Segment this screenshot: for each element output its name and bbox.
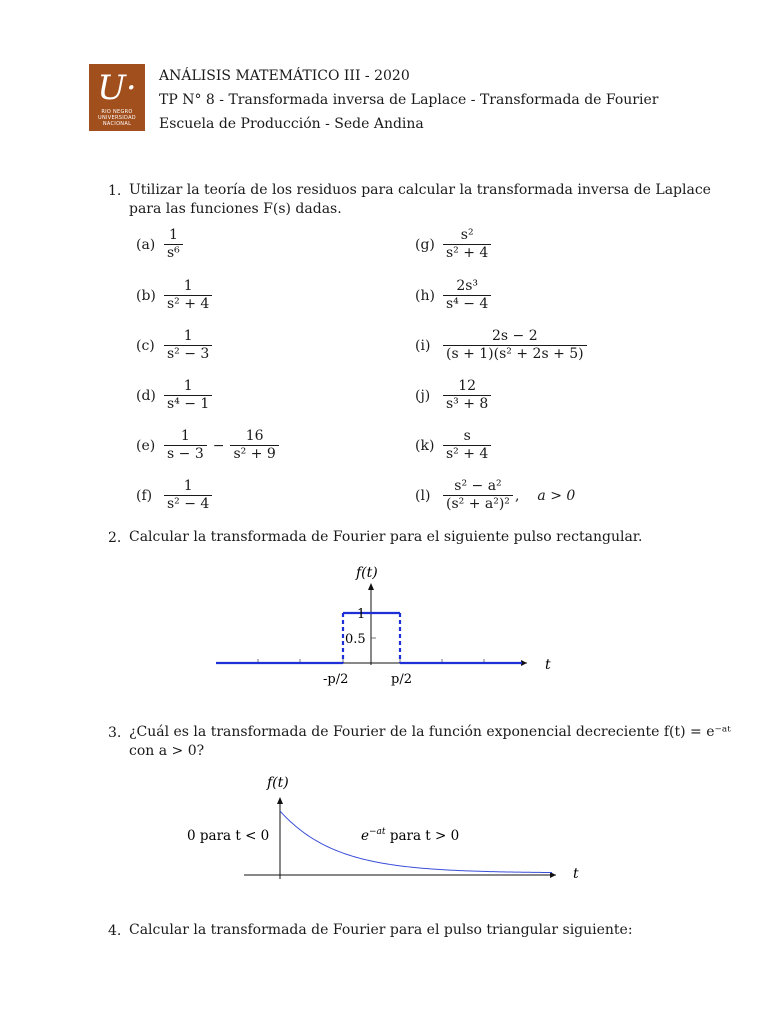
exponential-decay-graph <box>0 765 768 895</box>
logo-line-2: UNIVERSIDAD <box>98 115 136 121</box>
numerator: 1 <box>183 328 193 344</box>
laplace-item <box>136 328 214 363</box>
problem-1-text-line1: Utilizar la teoría de los residuos para calcular la transformada inversa de Laplace <box>129 182 711 198</box>
denominator: s² + 4 <box>443 244 491 262</box>
graph-ylabel: f(t) <box>356 565 378 581</box>
denominator: s⁴ − 1 <box>164 395 212 413</box>
denominator: s² + 4 <box>164 295 212 313</box>
y-axis-arrow-icon <box>368 583 374 590</box>
graph-ylabel: f(t) <box>267 775 289 791</box>
y-tick-label-05: 0.5 <box>345 632 366 647</box>
numerator: 12 <box>458 378 477 394</box>
item-label: (b) <box>136 287 156 304</box>
denominator: s² − 3 <box>164 345 212 363</box>
laplace-item <box>136 378 214 413</box>
numerator: s <box>463 428 471 444</box>
course-title: ANÁLISIS MATEMÁTICO III - 2020 <box>159 68 410 84</box>
item-label: (h) <box>415 287 435 304</box>
denominator: s⁶ <box>164 244 183 262</box>
problem-1-text-line2: para las funciones F(s) dadas. <box>129 201 342 217</box>
numerator: 1 <box>183 378 193 394</box>
laplace-item <box>415 428 493 463</box>
fraction <box>443 428 491 463</box>
item-label: (i) <box>415 337 431 354</box>
fraction <box>164 378 212 413</box>
fraction <box>443 378 491 413</box>
denominator: (s² + a²)² <box>443 495 513 513</box>
fraction <box>443 227 491 262</box>
laplace-item <box>415 227 493 262</box>
item-label: (e) <box>136 437 156 454</box>
laplace-item <box>415 278 493 313</box>
problem-4-number: 4. <box>108 923 122 939</box>
rectangular-pulse-graph <box>0 555 768 695</box>
right-region-note: $e^{-at}$ para t > 0 <box>361 827 460 844</box>
laplace-item <box>136 428 281 463</box>
denominator: (s + 1)(s² + 2s + 5) <box>443 345 587 363</box>
denominator: s² + 4 <box>443 445 491 463</box>
problem-3-text-line1: ¿Cuál es la transformada de Fourier de la función exponencial decreciente f(t) = e⁻ᵃᵗ <box>129 724 731 740</box>
graph-xlabel: t <box>545 657 551 673</box>
item-label: (d) <box>136 387 156 404</box>
item-label: (l) <box>415 487 431 504</box>
fraction <box>443 478 513 513</box>
fraction <box>164 227 183 262</box>
numerator: 1 <box>180 428 190 444</box>
fraction <box>164 478 212 513</box>
problem-1-number: 1. <box>108 183 122 199</box>
problem-2-number: 2. <box>108 530 122 546</box>
y-tick-label-1: 1 <box>357 607 366 622</box>
operator: − <box>212 437 225 454</box>
denominator: s⁴ − 4 <box>443 295 491 313</box>
school-line: Escuela de Producción - Sede Andina <box>159 116 424 132</box>
logo-mark: U· <box>97 68 137 108</box>
item-label: (f) <box>136 487 153 504</box>
practical-title: TP N° 8 - Transformada inversa de Laplace - Transformada de Fourier <box>159 92 659 108</box>
fraction <box>164 278 212 313</box>
numerator: 1 <box>183 478 193 494</box>
laplace-item <box>136 227 185 262</box>
numerator: s² <box>460 227 474 243</box>
fraction <box>164 328 212 363</box>
laplace-item <box>415 328 589 363</box>
numerator-2: 16 <box>245 428 264 444</box>
item-label: (a) <box>136 236 156 253</box>
logo-line-3: NACIONAL <box>102 121 132 127</box>
fraction <box>443 328 587 363</box>
fraction <box>164 428 207 463</box>
graph-xlabel: t <box>573 866 579 882</box>
item-label: (g) <box>415 236 435 253</box>
laplace-item <box>415 478 575 513</box>
denominator-2: s² + 9 <box>230 445 278 463</box>
numerator: 1 <box>183 278 193 294</box>
problem-3-number: 3. <box>108 725 122 741</box>
denominator: s³ + 8 <box>443 395 491 413</box>
fraction-2 <box>230 428 278 463</box>
laplace-item <box>136 278 214 313</box>
numerator: 1 <box>168 227 178 243</box>
numerator: 2s³ <box>456 278 479 294</box>
laplace-item <box>415 378 493 413</box>
numerator: s² − a² <box>454 478 502 494</box>
fraction <box>443 278 491 313</box>
laplace-item <box>136 478 214 513</box>
problem-3-text-line2: con a > 0? <box>129 743 205 759</box>
x-tick-label-right: p/2 <box>391 672 412 687</box>
denominator: s − 3 <box>164 445 207 463</box>
x-tick-label-left: -p/2 <box>323 672 349 687</box>
item-label: (k) <box>415 437 435 454</box>
item-label: (c) <box>136 337 155 354</box>
university-logo <box>89 64 145 131</box>
left-region-note: 0 para t < 0 <box>187 828 270 844</box>
logo-line-1: RIO NEGRO <box>101 109 133 115</box>
denominator: s² − 4 <box>164 495 212 513</box>
y-axis-arrow-icon <box>277 797 283 804</box>
problem-4-text: Calcular la transformada de Fourier para el pulso triangular siguiente: <box>129 922 633 938</box>
condition: a > 0 <box>537 487 576 504</box>
item-label: (j) <box>415 387 431 404</box>
problem-2-text: Calcular la transformada de Fourier para el siguiente pulso rectangular. <box>129 529 643 545</box>
numerator: 2s − 2 <box>492 328 538 344</box>
suffix: , <box>514 487 520 504</box>
